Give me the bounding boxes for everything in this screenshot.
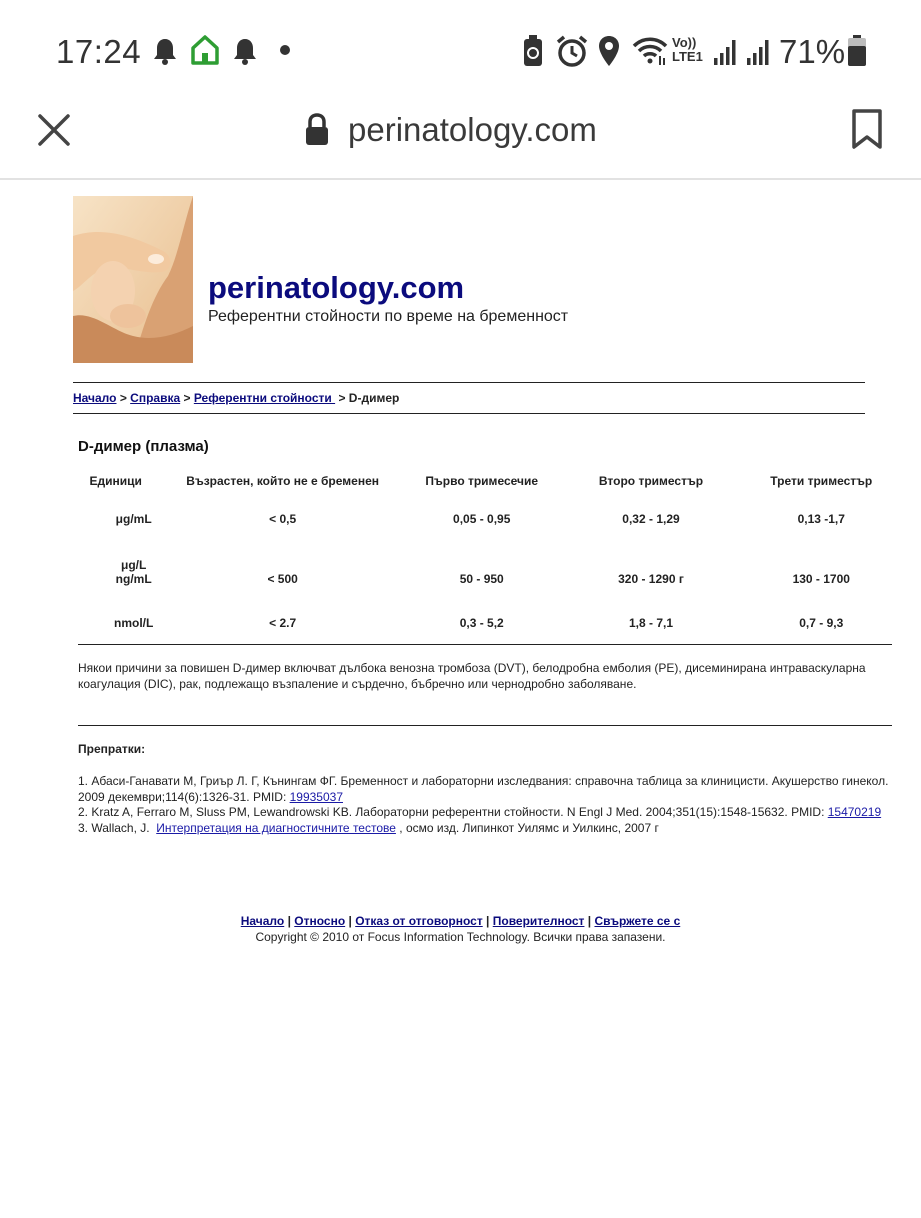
footer-link-home[interactable]: Начало [240, 914, 285, 928]
footer-link-privacy[interactable]: Поверителност [492, 914, 585, 928]
pmid-link[interactable]: 19935037 [289, 789, 343, 804]
wifi-icon [632, 36, 668, 66]
status-bar [0, 0, 921, 100]
site-title: perinatology.com [208, 270, 465, 305]
value-cell: 0,13 -1,7 [797, 512, 845, 526]
value-cell: 1,8 - 7,1 [628, 616, 673, 630]
location-icon [597, 34, 621, 68]
reference-item: 3. Wallach, J. Интерпретация на диагностичните тестове , осмо изд. Липинкот Уилямс и Уилкинс, 2007 г [78, 820, 659, 835]
breadcrumb [73, 391, 399, 405]
reference-table [78, 474, 892, 630]
breadcrumb-separator: > [180, 391, 194, 405]
lock-icon [304, 113, 330, 147]
causes-note: Някои причини за повишен D-димер включват дълбока венозна тромбоза (DVT), белодробна емболия (PE), дисеминирана интраваскуларна коагулация (DIC), рак, подлежащо възпаление и сърдечно, бъбречно или чернодробно заболяване. [78, 661, 866, 691]
table-row [78, 558, 892, 600]
breadcrumb-reference[interactable]: Справка [130, 391, 181, 405]
unit-cell: ng/mL [115, 572, 152, 586]
site-subtitle: Референтни стойности по време на бременност [208, 308, 569, 325]
network-type-label: Vo)) LTE1 [672, 35, 703, 64]
signal-icon [712, 38, 738, 66]
url-text[interactable]: perinatology.com [348, 111, 597, 148]
browser-toolbar [0, 100, 921, 180]
value-cell: 320 - 1290 г [618, 572, 684, 586]
value-cell: 0,3 - 5,2 [459, 616, 504, 630]
home-icon [189, 33, 221, 67]
table-row [78, 600, 892, 630]
battery-percent: 71% [779, 33, 846, 70]
breadcrumb-reference-values[interactable]: Референтни стойности [193, 391, 336, 405]
footer-link-contact[interactable]: Свържете се с [594, 914, 681, 928]
breadcrumb-separator: > [335, 391, 349, 405]
value-cell: 0,05 - 0,95 [453, 512, 511, 526]
battery-icon [846, 34, 868, 68]
dot-icon [279, 44, 291, 56]
bell-icon [152, 36, 178, 66]
copyright: Copyright © 2010 от Focus Information Technology. Всички права запазени. [255, 930, 666, 944]
footer-link-about[interactable]: Относно [294, 914, 346, 928]
value-cell: < 500 [267, 572, 298, 586]
value-cell: < 0,5 [269, 512, 297, 526]
footer-links: Начало | Относно | Отказ от отговорност | Поверителност | Свържете се с [240, 914, 681, 928]
references-title: Препратки: [78, 742, 146, 756]
value-cell: 0,7 - 9,3 [799, 616, 844, 630]
breadcrumb-home[interactable]: Начало [73, 391, 117, 405]
battery-saver-icon [522, 34, 544, 68]
reference-item: 2. Kratz A, Ferraro M, Sluss PM, Lewandrowski KB. Лабораторни референтни стойности. N Engl J Med. 2004;351(15):1548-15632. PMID: 15470219 [78, 805, 882, 819]
divider [73, 382, 865, 383]
alarm-icon [555, 34, 589, 68]
bell-icon [232, 36, 258, 66]
header-first-trimester: Първо тримесечие [425, 474, 539, 488]
header-units: Единици [89, 474, 142, 488]
divider [78, 644, 892, 645]
breadcrumb-current: D-димер [348, 391, 400, 405]
value-cell: 0,32 - 1,29 [622, 512, 680, 526]
pmid-link[interactable]: 15470219 [827, 805, 882, 819]
breadcrumb-separator: > [116, 391, 131, 405]
references-list [78, 774, 892, 836]
divider [78, 725, 892, 726]
url-bar[interactable] [304, 110, 597, 150]
hands-photo [73, 196, 193, 363]
signal-icon [745, 38, 771, 66]
book-link[interactable]: Интерпретация на диагностичните тестове [156, 820, 396, 835]
close-icon[interactable] [36, 112, 72, 148]
header-non-pregnant: Възрастен, който не е бременен [186, 474, 379, 488]
unit-cell: nmol/L [114, 616, 154, 630]
table-row [78, 512, 892, 558]
section-title: D-димер (плазма) [78, 438, 209, 455]
unit-cell: μg/L [120, 558, 147, 572]
status-time: 17:24 [56, 33, 142, 70]
table-header-row [78, 474, 892, 512]
header-second-trimester: Второ триместър [598, 474, 704, 488]
value-cell: 130 - 1700 [792, 572, 850, 586]
value-cell: < 2.7 [269, 616, 297, 630]
unit-cell: μg/mL [115, 512, 152, 526]
footer-link-disclaimer[interactable]: Отказ от отговорност [355, 914, 483, 928]
value-cell: 50 - 950 [459, 572, 504, 586]
divider [73, 413, 865, 414]
reference-item: 1. Абаси-Ганавати М, Гриър Л. Г, Кънингам ФГ. Бременност и лабораторни изследвания: справочна таблица за клиницисти. Акушерство гинекол. 2009 декември;114(6):1326-31. PMID: 19935037 [78, 774, 889, 804]
header-third-trimester: Трети триместър [770, 474, 873, 488]
bookmark-icon[interactable] [850, 108, 884, 150]
